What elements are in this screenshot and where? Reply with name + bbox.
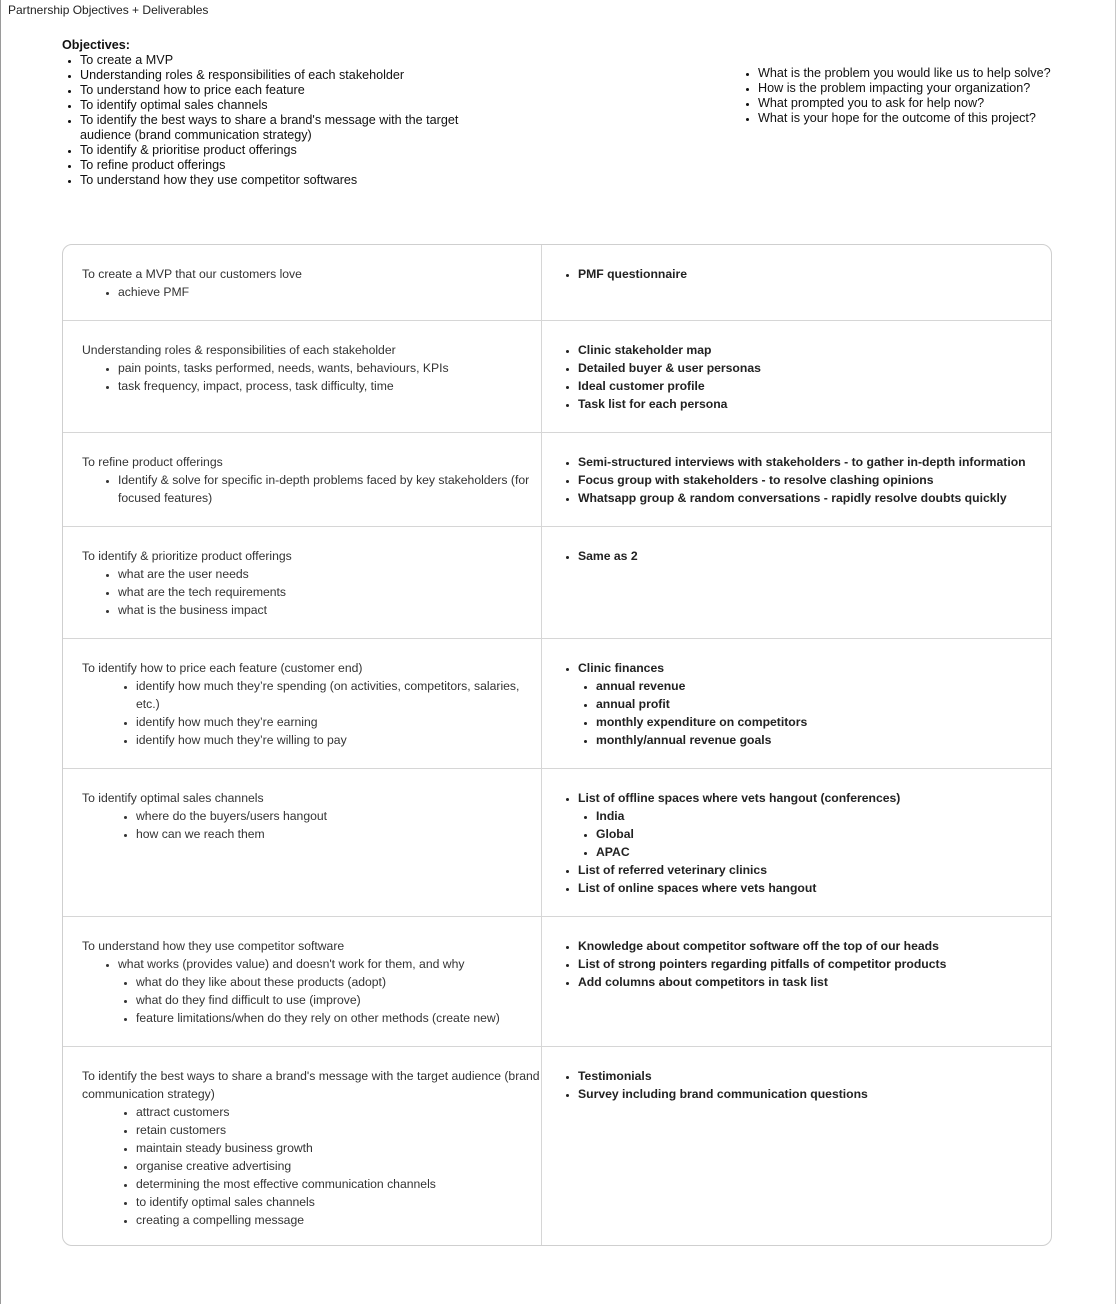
deliverable-item: • Detailed buyer & user personas	[578, 359, 1051, 377]
question-item: • What prompted you to ask for help now?	[758, 96, 1080, 111]
table-row	[63, 1047, 1051, 1246]
objective-subitem: • achieve PMF	[118, 283, 541, 301]
deliverable-subitem: • monthly expenditure on competitors	[596, 713, 1051, 731]
objective-item: • Understanding roles & responsibilities of each stakeholder	[80, 68, 502, 83]
objective-cell	[63, 1047, 542, 1246]
deliverable-subitem: • Global	[596, 825, 1051, 843]
objective-item: • To identify the best ways to share a brand's message with the target audience (brand communication strategy)	[80, 113, 502, 143]
objective-item: • To understand how they use competitor softwares	[80, 173, 502, 188]
deliverable-item	[578, 789, 1051, 861]
deliverable-item: • Testimonials	[578, 1067, 1051, 1085]
deliverable-item	[578, 659, 1051, 749]
table-row	[63, 769, 1051, 917]
objectives-list	[62, 53, 502, 188]
objective-subsubitem: • what do they like about these products (adopt)	[136, 973, 541, 991]
deliverable-cell	[542, 917, 1051, 1046]
deliverable-list	[560, 341, 1051, 413]
deliverable-subitem: • annual revenue	[596, 677, 1051, 695]
deliverable-cell	[542, 245, 1051, 320]
deliverable-cell	[542, 769, 1051, 916]
table-row	[63, 245, 1051, 321]
deliverable-list	[560, 659, 1051, 749]
deliverable-list	[560, 937, 1051, 991]
objective-cell	[63, 245, 542, 320]
objective-subsubitem: • what do they find difficult to use (improve)	[136, 991, 541, 1009]
objective-subitem: • pain points, tasks performed, needs, wants, behaviours, KPIs	[118, 359, 541, 377]
question-item: • What is your hope for the outcome of this project?	[758, 111, 1080, 126]
objective-cell	[63, 321, 542, 432]
left-border	[0, 0, 1, 1304]
deliverable-cell	[542, 321, 1051, 432]
table-row	[63, 321, 1051, 433]
deliverable-cell	[542, 527, 1051, 638]
deliverable-head: List of offline spaces where vets hangout (conferences)	[578, 791, 901, 805]
objective-subitem: • maintain steady business growth	[136, 1139, 541, 1157]
objective-item: • To create a MVP	[80, 53, 502, 68]
deliverable-cell	[542, 433, 1051, 526]
deliverable-list	[560, 1067, 1051, 1103]
deliverable-item: • Survey including brand communication questions	[578, 1085, 1051, 1103]
objective-item: • To understand how to price each feature	[80, 83, 502, 98]
objective-subitem: • determining the most effective communication channels	[136, 1175, 541, 1193]
deliverable-sublist	[578, 677, 1051, 749]
objective-cell	[63, 917, 542, 1046]
objective-cell	[63, 527, 542, 638]
objective-subitem: • attract customers	[136, 1103, 541, 1121]
deliverable-list	[560, 789, 1051, 897]
deliverable-item: • Ideal customer profile	[578, 377, 1051, 395]
questions-list	[740, 66, 1080, 126]
deliverable-list	[560, 547, 1051, 565]
objectives-section	[62, 38, 502, 188]
objective-text: Understanding roles & responsibilities of each stakeholder	[82, 343, 396, 357]
objectives-heading: Objectives:	[62, 38, 130, 52]
deliverable-head: Clinic finances	[578, 661, 665, 675]
objective-subitem: • what are the tech requirements	[118, 583, 541, 601]
objective-sublist	[82, 471, 541, 507]
objective-sublist	[82, 283, 541, 301]
deliverable-item: • List of strong pointers regarding pitfalls of competitor products	[578, 955, 1051, 973]
objective-text: To identify how to price each feature (customer end)	[82, 661, 363, 675]
objective-sublist	[82, 1103, 541, 1229]
objective-cell	[63, 639, 542, 768]
objective-subitem: • to identify optimal sales channels	[136, 1193, 541, 1211]
deliverable-item: • Knowledge about competitor software off the top of our heads	[578, 937, 1051, 955]
objective-subitem: • creating a compelling message	[136, 1211, 541, 1229]
deliverable-subitem: • annual profit	[596, 695, 1051, 713]
deliverable-item: • Semi-structured interviews with stakeholders - to gather in-depth information	[578, 453, 1051, 471]
question-item: • How is the problem impacting your organization?	[758, 81, 1080, 96]
objective-text: To identify & prioritize product offerings	[82, 549, 292, 563]
objective-subitem: • identify how much they’re willing to pay	[136, 731, 541, 749]
deliverable-cell	[542, 1047, 1051, 1246]
objective-cell	[63, 433, 542, 526]
objective-text: To identify optimal sales channels	[82, 791, 264, 805]
deliverable-list	[560, 265, 1051, 283]
deliverable-item: • Same as 2	[578, 547, 1051, 565]
objective-subitem: • task frequency, impact, process, task difficulty, time	[118, 377, 541, 395]
deliverables-table	[62, 244, 1052, 1246]
objective-subitem: • retain customers	[136, 1121, 541, 1139]
deliverable-item: • List of online spaces where vets hangout	[578, 879, 1051, 897]
deliverable-cell	[542, 639, 1051, 768]
objective-cell	[63, 769, 542, 916]
objective-text: To identify the best ways to share a brand's message with the target audience (brand communication strategy)	[82, 1069, 540, 1101]
table-row	[63, 917, 1051, 1047]
objective-subitem	[118, 955, 541, 1027]
table-row	[63, 433, 1051, 527]
deliverable-list	[560, 453, 1051, 507]
objective-item: • To refine product offerings	[80, 158, 502, 173]
questions-section	[740, 66, 1080, 126]
objective-subsubitem: • feature limitations/when do they rely on other methods (create new)	[136, 1009, 541, 1027]
objective-subitem: • where do the buyers/users hangout	[136, 807, 541, 825]
deliverable-item: • Task list for each persona	[578, 395, 1051, 413]
objective-sublist	[82, 955, 541, 1027]
deliverable-subitem: • APAC	[596, 843, 1051, 861]
question-item: • What is the problem you would like us to help solve?	[758, 66, 1080, 81]
objective-sublist	[82, 677, 541, 749]
objective-subitem: • organise creative advertising	[136, 1157, 541, 1175]
objective-text: To create a MVP that our customers love	[82, 267, 302, 281]
objective-subitem: • identify how much they’re earning	[136, 713, 541, 731]
table-row	[63, 527, 1051, 639]
objective-subitem: • Identify & solve for specific in-depth problems faced by key stakeholders (for focused features)	[118, 471, 541, 507]
deliverable-item: • PMF questionnaire	[578, 265, 1051, 283]
deliverable-item: • Clinic stakeholder map	[578, 341, 1051, 359]
objective-subitem: • how can we reach them	[136, 825, 541, 843]
objective-subsublist	[118, 973, 541, 1027]
objective-subitem: • what are the user needs	[118, 565, 541, 583]
deliverable-subitem: • India	[596, 807, 1051, 825]
objective-text: To refine product offerings	[82, 455, 223, 469]
objective-item: • To identify optimal sales channels	[80, 98, 502, 113]
table-row	[63, 639, 1051, 769]
objective-subitem: • identify how much they’re spending (on activities, competitors, salaries, etc.)	[136, 677, 541, 713]
objective-subitem: • what is the business impact	[118, 601, 541, 619]
objective-text: To understand how they use competitor software	[82, 939, 345, 953]
objective-subhead: what works (provides value) and doesn't work for them, and why	[118, 957, 465, 971]
deliverable-sublist	[578, 807, 1051, 861]
deliverable-item: • Whatsapp group & random conversations - rapidly resolve doubts quickly	[578, 489, 1051, 507]
deliverable-subitem: • monthly/annual revenue goals	[596, 731, 1051, 749]
deliverable-item: • Add columns about competitors in task list	[578, 973, 1051, 991]
deliverable-item: • Focus group with stakeholders - to resolve clashing opinions	[578, 471, 1051, 489]
objective-item: • To identify & prioritise product offerings	[80, 143, 502, 158]
page-title: Partnership Objectives + Deliverables	[8, 3, 209, 17]
objective-sublist	[82, 359, 541, 395]
objective-sublist	[82, 565, 541, 619]
objective-sublist	[82, 807, 541, 843]
deliverable-item: • List of referred veterinary clinics	[578, 861, 1051, 879]
